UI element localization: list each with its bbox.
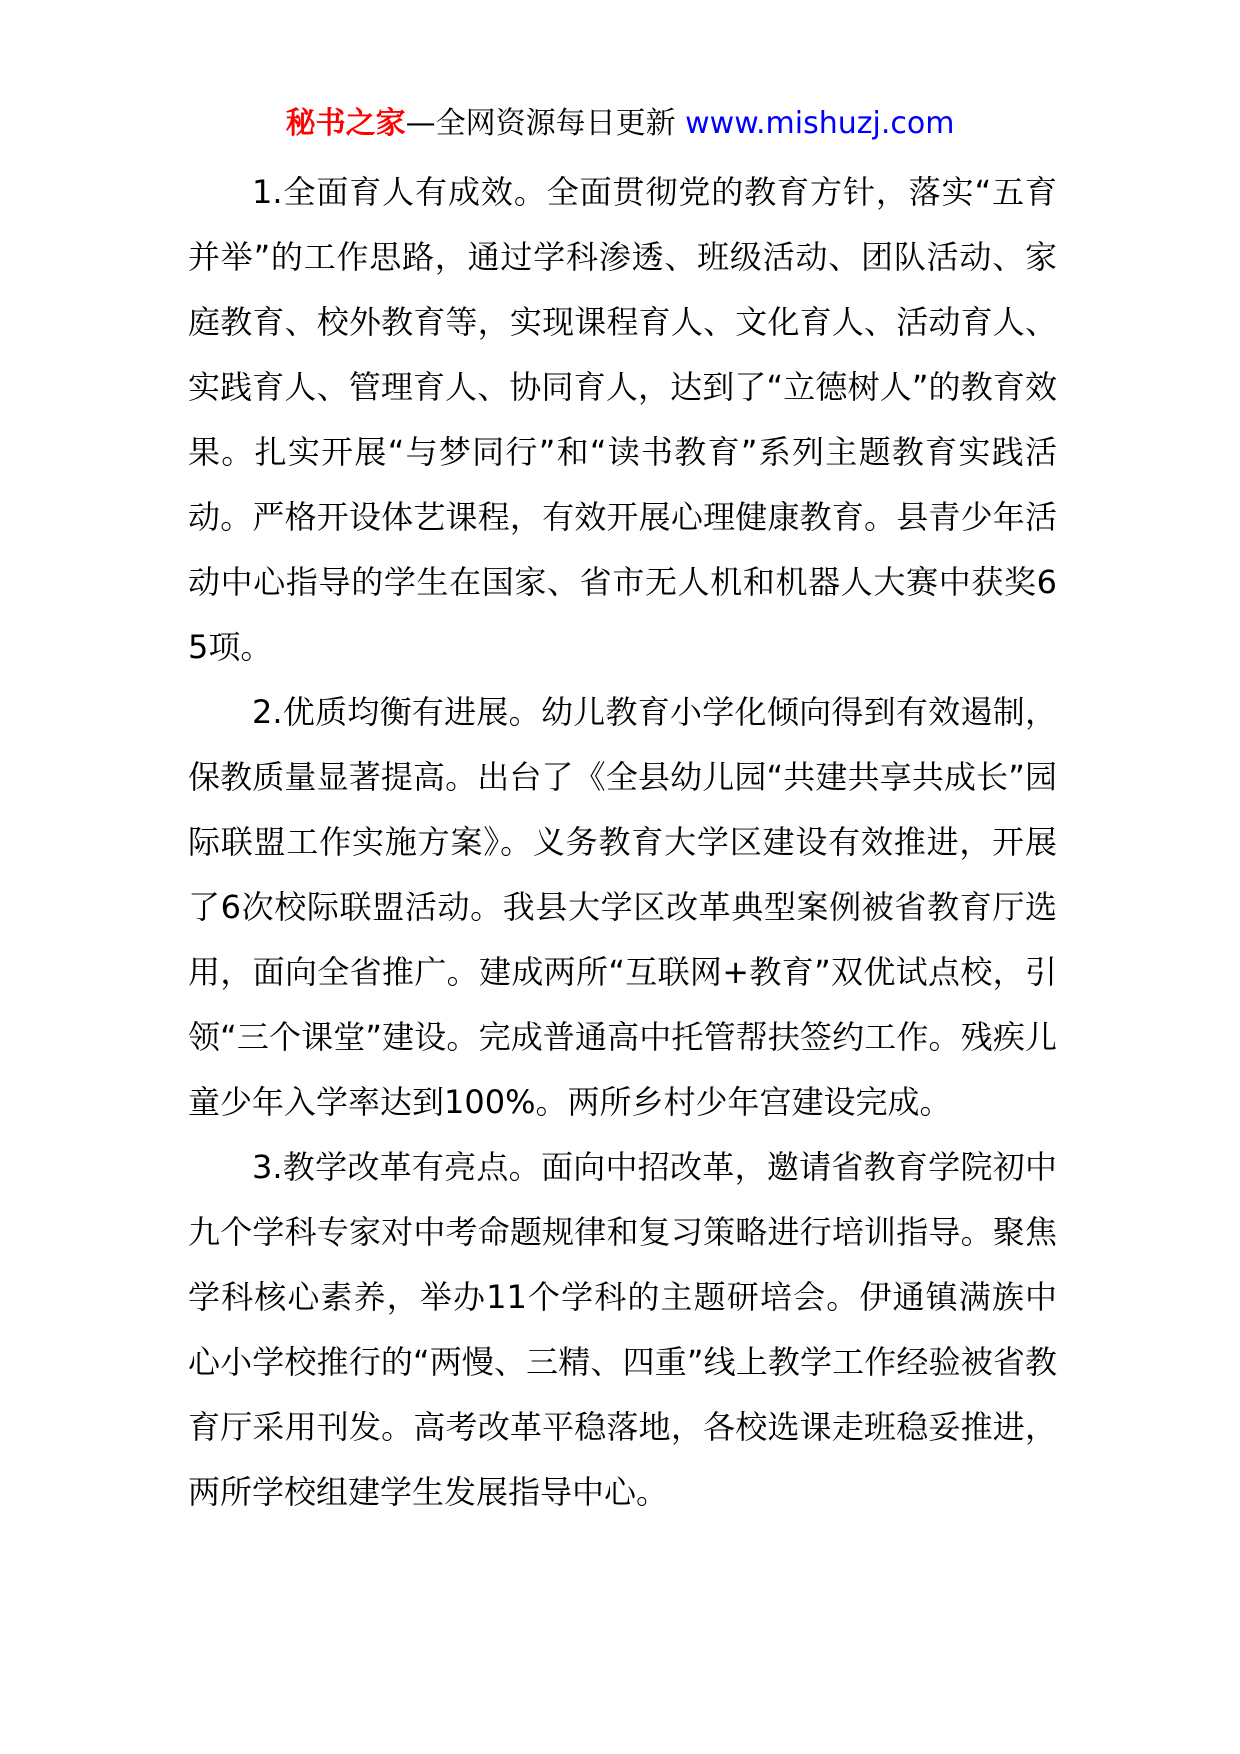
header-tagline: —全网资源每日更新 <box>405 106 686 141</box>
page-header <box>0 100 1240 148</box>
brand-name: 秘书之家 <box>285 106 406 141</box>
paragraph-comprehensive-education: 1.全面育人有成效。全面贯彻党的教育方针，落实“五育并举”的工作思路，通过学科渗透、班级活动、团队活动、家庭教育、校外教育等，实现课程育人、文化育人、活动育人、实践育人、管理育人、协同育人，达到了“立德树人”的教育效果。扎实开展“与梦同行”和“读书教育”系列主题教育实践活动。严格开设体艺课程，有效开展心理健康教育。县青少年活动中心指导的学生在国家、省市无人机和机器人大赛中获奖65项。 <box>188 173 1057 666</box>
paragraph-quality-balance: 2.优质均衡有进展。幼儿教育小学化倾向得到有效遏制，保教质量显著提高。出台了《全县幼儿园“共建共享共成长”园际联盟工作实施方案》。义务教育大学区建设有效推进，开展了6次校际联盟活动。我县大学区改革典型案例被省教育厅选用，面向全省推广。建成两所“互联网+教育”双优试点校，引领“三个课堂”建设。完成普通高中托管帮扶签约工作。残疾儿童少年入学率达到100%。两所乡村少年宫建设完成。 <box>188 693 1057 1121</box>
paragraph-teaching-reform: 3.教学改革有亮点。面向中招改革，邀请省教育学院初中九个学科专家对中考命题规律和复习策略进行培训指导。聚焦学科核心素养，举办11个学科的主题研培会。伊通镇满族中心小学校推行的“两慢、三精、四重”线上教学工作经验被省教育厅采用刊发。高考改革平稳落地，各校选课走班稳妥推进，两所学校组建学生发展指导中心。 <box>188 1148 1057 1511</box>
document-body <box>188 160 1057 1525</box>
website-url[interactable]: www.mishuzj.com <box>685 106 955 141</box>
